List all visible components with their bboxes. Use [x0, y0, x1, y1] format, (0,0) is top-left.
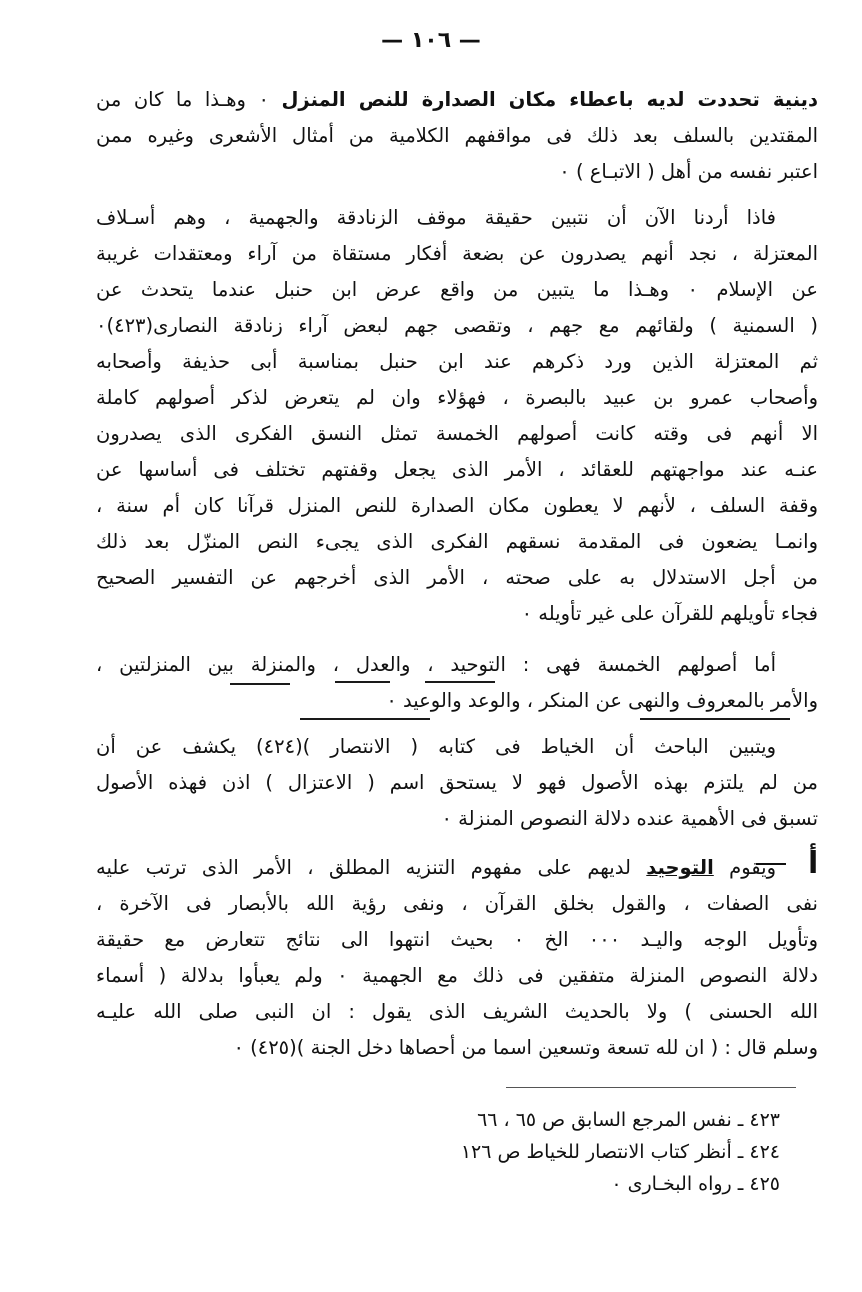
text-span: لديهم على مفهوم التنزيه المطلق ، الأمر الذى ترتب عليه [96, 856, 631, 879]
text-line: ويتبين الباحث أن الخياط فى كتابه ( الانتصار )(٤٢٤) يكشف عن أن [96, 735, 776, 758]
footnote: ٤٢٥ ـ رواه البخـارى ٠ [611, 1173, 780, 1195]
text-line: ( السمنية ) ولقائهم مع جهم ، وتقصى جهم لبعض آراء زنادقة النصارى(٤٢٣)٠ [96, 314, 818, 337]
page-number: — ١٠٦ — [381, 28, 481, 53]
text-line: الا أنهم فى وقته كانت أصولهم الخمسة تمثل النسق الفكرى الذى يصدرون [96, 422, 818, 445]
text-line: المعتزلة ، نجد أنهم يصدرون عن بضعة أفكار مستقاة من آراء ومعتقدات غريبة [96, 242, 818, 265]
text-line: اعتبر نفسه من أهل ( الاتبـاع ) ٠ [559, 160, 818, 183]
handwritten-underline [230, 683, 290, 685]
text-line: الله الحسنى ) ولا بالحديث الشريف الذى يقول : ان النبى صلى الله عليـه [96, 1000, 818, 1023]
text-line: وتأويل الوجه واليـد ٠٠٠ الخ ٠ بحيث انتهوا الى نتائج تتعارض مع حقيقة [96, 928, 819, 951]
handwritten-underline [425, 681, 495, 683]
text-line: فاذا أردنا الآن أن نتبين حقيقة موقف الزنادقة والجهمية ، وهم أسـلاف [96, 206, 776, 229]
text-line: والأمر بالمعروف والنهى عن المنكر ، والوعد والوعيد ٠ [386, 689, 818, 712]
text-line [96, 82, 818, 118]
text-line: أما أصولهم الخمسة فهى : التوحيد ، والعدل ، والمنزلة بين المنزلتين ، [96, 653, 776, 676]
text-line: وانمـا يضعون فى المقدمة نسقهم الفكرى الذى يجىء النص المنزّل بعد ذلك [96, 530, 818, 553]
section-marker: أ [808, 846, 819, 881]
text-line: عنـه عند مواجهتهم للعقائد ، الأمر الذى يجعل وقفتهم تختلف فى أساسها عن [96, 458, 818, 481]
text-line: وقفة السلف ، لأنهم لا يعطون مكان الصدارة للنص المنزل قرآنا كان أم سنة ، [96, 494, 818, 517]
paragraph-khayyat [96, 729, 818, 837]
paragraph-intro [96, 82, 818, 190]
footnote: ٤٢٣ ـ نفس المرجع السابق ص ٦٥ ، ٦٦ [477, 1109, 780, 1131]
text-span: ويقوم [729, 856, 776, 879]
paragraph-five-principles [96, 647, 818, 719]
paragraph-tawhid [96, 850, 818, 1066]
text-line: من أجل الاستدلال به على صحته ، الأمر الذى أخرجهم عن التفسير الصحيح [96, 566, 818, 589]
text-line: وسلم قال : ( ان لله تسعة وتسعين اسما من أحصاها دخل الجنة )(٤٢٥) ٠ [233, 1036, 818, 1059]
bold-term: التوحيد [646, 856, 714, 879]
text-line: نفى الصفات ، والقول بخلق القرآن ، ونفى رؤية الله بالأبصار فى الآخرة ، [96, 892, 818, 915]
handwritten-underline [335, 681, 390, 683]
text-line: المقتدين بالسلف بعد ذلك فى مواقفهم الكلامية من أمثال الأشعرى وغيره ممن [96, 124, 818, 147]
bold-phrase: دينية تحددت لديه باعطاء مكان الصدارة للنص المنزل [281, 88, 818, 111]
text-span: ٠ وهـذا ما كان من [96, 88, 269, 111]
text-line: من لم يلتزم بهذه الأصول فهو لا يستحق اسم ( الاعتزال ) اذن فهذه الأصول [96, 771, 818, 794]
text-line: ثم المعتزلة الذين ورد ذكرهم عند ابن حنبل بمناسبة أبى حذيفة وأصحابه [96, 350, 818, 373]
paragraph-mutazila [96, 200, 818, 632]
text-line: وأصحاب عمرو بن عبيد بالبصرة ، فهؤلاء وان لم يتعرض لذكر أصولهم كاملة [96, 386, 818, 409]
text-line: دلالة النصوص المنزلة متفقين فى ذلك مع الجهمية ٠ ولم يعبأوا بدلالة ( أسماء [96, 964, 818, 987]
text-line: عن الإسلام ٠ وهـذا ما يتبين من واقع عرض ابن حنبل عندما يتحدث عن [96, 278, 819, 301]
handwritten-underline [640, 718, 790, 720]
text-line: فجاء تأويلهم للقرآن على غير تأويله ٠ [521, 602, 818, 625]
handwritten-underline [300, 718, 430, 720]
text-line [96, 850, 818, 886]
text-line: تسبق فى الأهمية عنده دلالة النصوص المنزلة ٠ [441, 807, 818, 830]
footnote-separator [506, 1087, 796, 1088]
footnote: ٤٢٤ ـ أنظر كتاب الانتصار للخياط ص ١٢٦ [460, 1141, 780, 1163]
